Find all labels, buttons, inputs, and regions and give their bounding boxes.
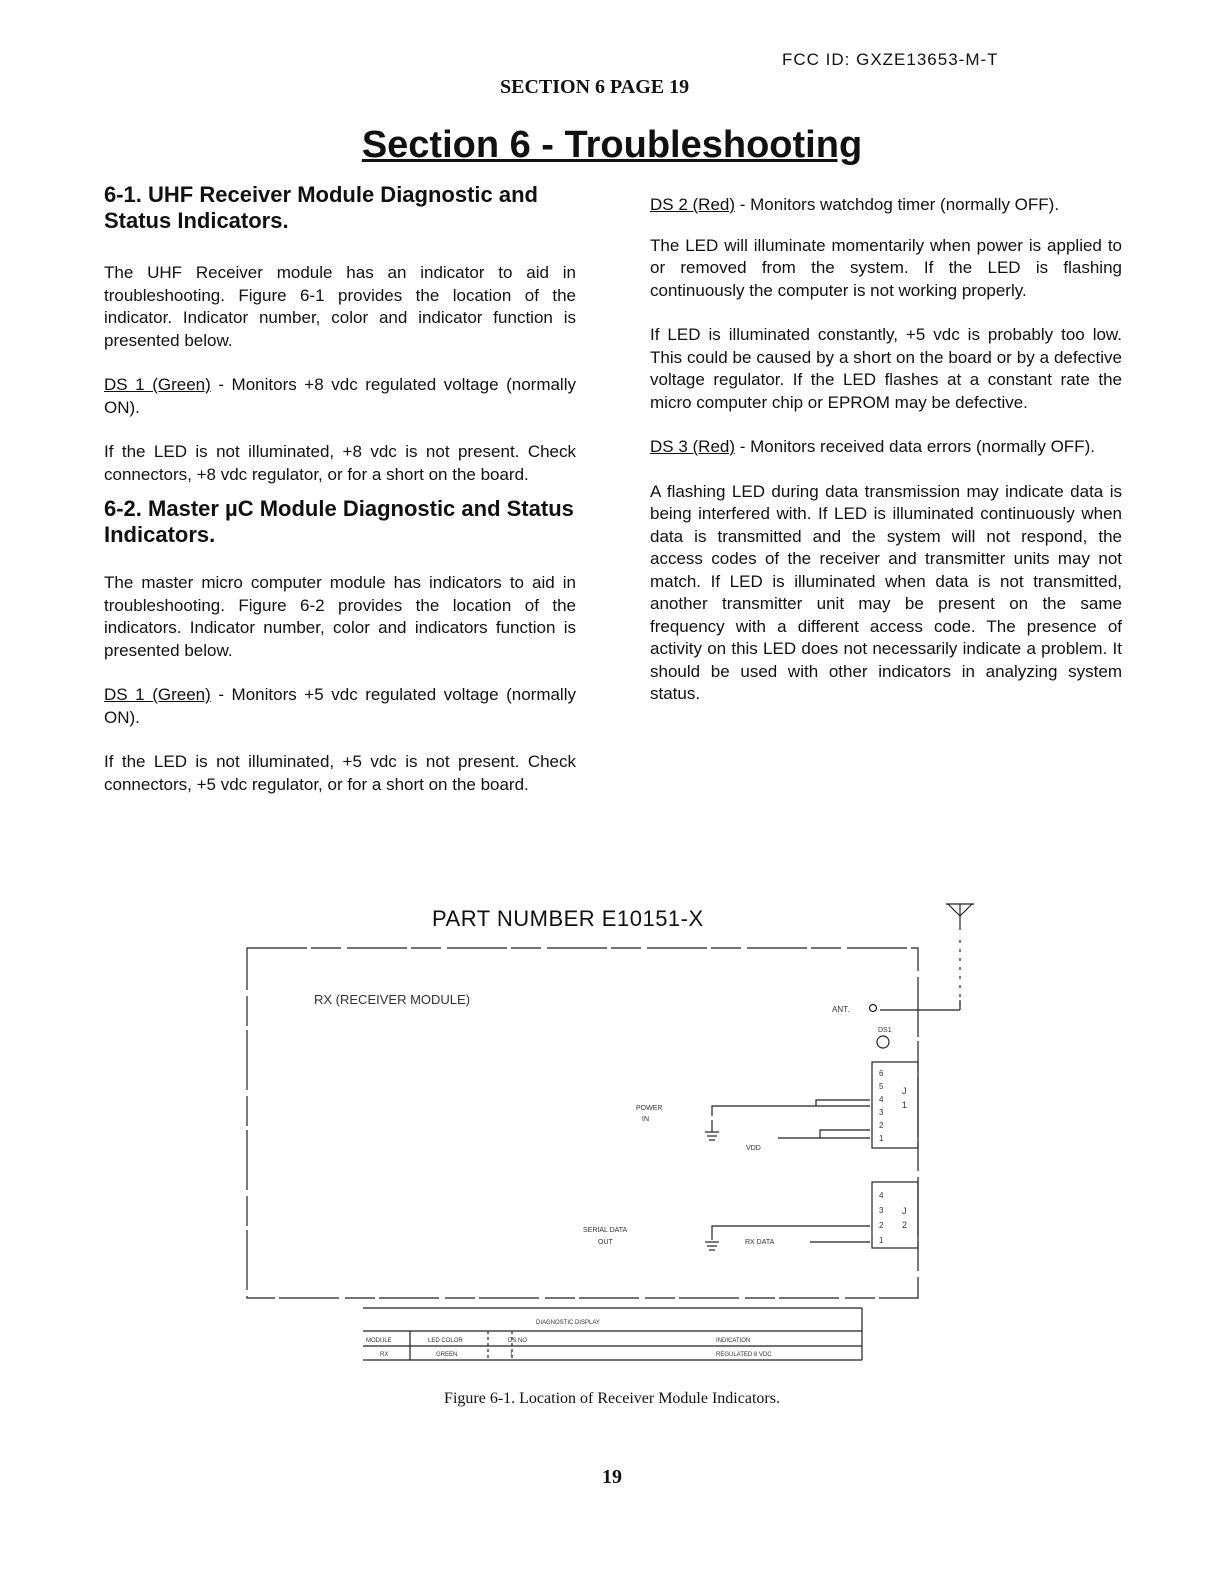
- table-header-ds-no: DS NO: [508, 1338, 528, 1344]
- ds3-red-label: DS 3 (Red): [650, 437, 736, 456]
- ds2-red-label: DS 2 (Red): [650, 195, 736, 214]
- paragraph-6-2-intro: The master micro computer module has indicators to aid in troubleshooting. Figure 6-2 provides the location of the indicators. Indicator number, color and indicators function is presented below.: [104, 573, 576, 660]
- paragraph-8vdc: If the LED is not illuminated, +8 vdc is not present. Check connectors, +8 vdc regulator, or for a short on the board.: [104, 442, 576, 484]
- table-cell-ds-no: 1: [510, 1352, 514, 1358]
- j1-connector: [872, 1062, 918, 1148]
- j2-pin-3: 3: [879, 1206, 884, 1215]
- serial-label-2: OUT: [598, 1239, 613, 1246]
- ds1-led-icon: [877, 1036, 889, 1048]
- part-number: PART NUMBER E10151-X: [432, 906, 704, 931]
- j2-pin-1: 1: [879, 1236, 884, 1245]
- table-cell-indication: REGULATED 8 VDC: [716, 1352, 772, 1358]
- heading-6-1: 6-1. UHF Receiver Module Diagnostic and Status Indicators.: [104, 182, 538, 233]
- j1-number: 1: [902, 1100, 908, 1110]
- j2-pin-2: 2: [879, 1221, 884, 1230]
- j1-pin-2: 2: [879, 1121, 884, 1130]
- section-page-header: SECTION 6 PAGE 19: [500, 76, 690, 98]
- paragraph-5vdc: If the LED is not illuminated, +5 vdc is not present. Check connectors, +5 vdc regulator, or for a short on the board.: [104, 752, 576, 794]
- table-header-indication: INDICATION: [716, 1338, 751, 1344]
- paragraph-low-voltage: If LED is illuminated constantly, +5 vdc is probably too low. This could be caused by a short on the board or by a defective voltage regulator. If the LED flashes at a constant rate the micro computer chip or EPROM may be defective.: [650, 325, 1122, 412]
- page-number: 19: [602, 1466, 622, 1488]
- serial-label-1: SERIAL DATA: [583, 1227, 628, 1234]
- table-cell-module: RX: [380, 1352, 389, 1358]
- page-title: Section 6 - Troubleshooting: [361, 124, 863, 166]
- j1-pin-6: 6: [879, 1069, 884, 1078]
- j2-number: 2: [902, 1220, 908, 1230]
- ds1-diagram-label: DS1: [878, 1027, 892, 1034]
- j1-pin-4: 4: [879, 1095, 884, 1104]
- j1-pin-3: 3: [879, 1108, 884, 1117]
- j1-pin-5: 5: [879, 1082, 884, 1091]
- ant-connector-icon: [870, 1005, 877, 1012]
- table-header-module: MODULE: [366, 1338, 392, 1344]
- power-label-2: IN: [642, 1116, 649, 1123]
- figure-caption: Figure 6-1. Location of Receiver Module Indicators.: [444, 1390, 780, 1407]
- ant-label: ANT.: [832, 1005, 850, 1014]
- paragraph-watchdog: The LED will illuminate momentarily when power is applied to or removed from the system. If the LED is flashing continuously the computer is not working properly.: [650, 235, 1122, 300]
- left-column: [104, 182, 576, 796]
- table-header-led-color: LED COLOR: [428, 1338, 463, 1344]
- paragraph-flashing-led: A flashing LED during data transmission may indicate data is being interfered with. If LED is illuminated continuously when data is transmitted and the system will not respond, the access codes of the receiver and transmitter units may not match. If LED is illuminated when data is not transmitted, another transmitter unit may be present on the same frequency with a different access code. The presence of activity on this LED does not necessarily indicate a problem. It should be used with other indicators in analyzing system status.: [650, 481, 1122, 703]
- rx-data-label: RX DATA: [745, 1239, 775, 1246]
- vdd-label: VDD: [746, 1145, 761, 1152]
- ds3-red-text: - Monitors received data errors (normally OFF).: [735, 437, 1095, 456]
- ds1-green-text: - Monitors +8 vdc regulated voltage (normally ON).: [104, 375, 576, 417]
- j2-pin-4: 4: [879, 1191, 884, 1200]
- j1-label: J: [902, 1086, 907, 1096]
- antenna-icon: [946, 904, 974, 1010]
- heading-6-2: 6-2. Master µC Module Diagnostic and Status Indicators.: [104, 496, 574, 547]
- ds1b-green-item: [104, 684, 576, 729]
- diagnostic-table-title: DIAGNOSTIC DISPLAY: [536, 1320, 600, 1326]
- ds2-red-text: - Monitors watchdog timer (normally OFF).: [735, 195, 1060, 214]
- paragraph-6-1-intro: The UHF Receiver module has an indicator to aid in troubleshooting. Figure 6-1 provides the location of the indicator. Indicator number, color and indicator function is presented below.: [104, 263, 576, 350]
- ds2-red-item: [650, 194, 1122, 217]
- j2-label: J: [902, 1206, 907, 1216]
- right-column: [650, 194, 1122, 706]
- table-cell-led-color: GREEN: [436, 1352, 458, 1358]
- module-outline: [247, 948, 918, 1298]
- ds1b-green-label: DS 1 (Green): [104, 685, 211, 704]
- ds1b-green-text: - Monitors +5 vdc regulated voltage (normally ON).: [104, 685, 576, 727]
- power-label-1: POWER: [636, 1105, 663, 1112]
- j2-connector: [872, 1182, 918, 1248]
- ds1-green-item: [104, 374, 576, 419]
- fcc-id: FCC ID: GXZE13653-M-T: [782, 50, 999, 69]
- ds3-red-item: [650, 436, 1122, 459]
- j1-pin-1: 1: [879, 1134, 884, 1143]
- ds1-green-label: DS 1 (Green): [104, 375, 211, 394]
- module-label: RX (RECEIVER MODULE): [314, 992, 471, 1007]
